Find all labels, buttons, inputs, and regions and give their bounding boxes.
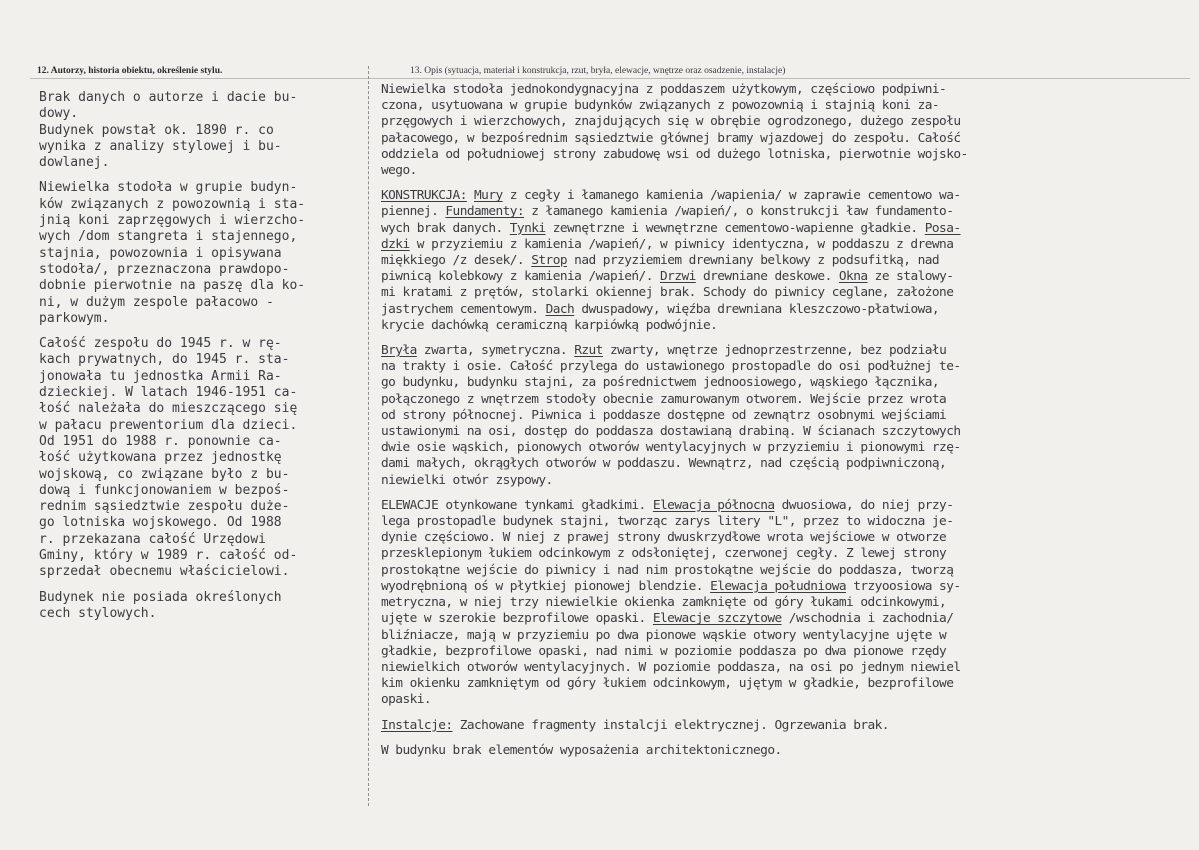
text-segment: dwuspadowy, więźba drewniana kleszczowo-płatwiowa,: [574, 301, 940, 317]
text-segment: przesklepionym łukiem odcinkowym z odsłoniętej, czerwonej cegły. Z lewej strony: [381, 546, 947, 562]
history-line: wych /dom stangreta i stajennego,: [39, 229, 298, 245]
description-line: [381, 563, 968, 579]
text-segment: z łamanego kamienia /wapień/, o konstrukcji ław fundamento-: [524, 204, 954, 220]
description-line: [381, 514, 968, 530]
text-segment: na trakty i osie. Całość przylega do ustawionego prostopadle do osi podłużnej te-: [381, 359, 961, 375]
history-line: Od 1951 do 1988 r. ponownie ca-: [39, 433, 282, 449]
description-line: [381, 579, 968, 595]
text-segment: od strony północnej. Piwnica i poddasze dostępne od zewnątrz osobnymi wejściami: [381, 407, 947, 423]
text-segment: dami małych, okrągłych otworów w poddaszu. Wewnątrz, nad częścią podpiwniczoną,: [381, 456, 947, 472]
description-line: [381, 676, 968, 692]
history-line: jnią koni zaprzęgowych i wierzcho-: [39, 213, 306, 229]
underlined-term: Elewacja południowa: [710, 578, 847, 594]
text-segment: [467, 188, 474, 203]
text-segment: piwnicą kolebkowy z kamienia /wapień/.: [381, 269, 661, 285]
description-line: [381, 408, 968, 424]
description-column: [381, 82, 968, 759]
text-segment: miękkiego /z desek/.: [381, 253, 532, 269]
history-line: ni, w dużym zespole pałacowo -: [39, 294, 274, 310]
paragraph-gap: [381, 734, 968, 743]
text-segment: wych brak danych.: [381, 220, 510, 236]
description-line: [381, 343, 968, 359]
underlined-term: KONSTRUKCJA:: [381, 188, 467, 204]
underlined-term: Posa-: [924, 220, 961, 236]
text-segment: niewielkich otworów wentylacyjnych. W poziomie poddasza, na osi po jednym niewiel: [381, 659, 961, 675]
underlined-term: Dach: [545, 301, 575, 317]
history-column: [39, 90, 305, 622]
paragraph-gap: [381, 179, 968, 188]
history-line: parkowym.: [39, 310, 110, 326]
history-line: jonowała tu jednostka Armii Ra-: [39, 368, 282, 384]
text-segment: /wschodnia i zachodnia/: [781, 611, 954, 627]
paragraph-gap: [381, 489, 968, 498]
description-line: [381, 628, 968, 644]
history-line: dzieckiej. W latach 1946-1951 ca-: [39, 385, 298, 401]
text-segment: ze stalowy-: [867, 269, 954, 285]
text-segment: trzyoosiowa sy-: [846, 578, 961, 594]
history-line: r. przekazana całość Urzędowi: [39, 531, 266, 547]
description-line: [381, 221, 968, 237]
text-segment: niewielki otwór zsypowy.: [381, 472, 553, 488]
column-divider: [368, 66, 369, 806]
underlined-term: Mury: [474, 188, 503, 204]
paragraph-gap: [39, 327, 305, 336]
description-line: [381, 424, 968, 440]
history-line: stodoła/, przeznaczona prawdopo-: [39, 261, 290, 277]
description-line: [381, 163, 968, 179]
text-segment: zewnętrzne i wewnętrzne cementowo-wapienne gładkie.: [545, 220, 925, 236]
history-line: dowy.: [39, 106, 79, 122]
history-line: łość użytkowana przez jednostkę: [39, 450, 282, 466]
description-line: [381, 473, 968, 489]
history-line: wojskową, co związane było z bu-: [39, 466, 290, 482]
text-segment: oddziela od południowej strony zabudowę wsi od dużego lotniska, pierwotnie wojsko-: [381, 146, 968, 162]
description-line: [381, 285, 968, 301]
history-line: dowlanej.: [39, 155, 110, 171]
text-segment: go budynku, budynku stajni, za pośrednictwem jednoosiowego, wąskiego łącznika,: [381, 375, 940, 391]
description-line: [381, 131, 968, 147]
text-segment: Zachowane fragmenty instalcji elektrycznej. Ogrzewania brak.: [452, 717, 889, 733]
text-segment: Niewielka stodoła jednokondygnacyjna z poddaszem użytkowym, częściowo podpiwni-: [381, 82, 947, 97]
history-line: Budynek powstał ok. 1890 r. co: [39, 122, 274, 138]
text-segment: metryczna, w niej trzy niewielkie okienka zamknięte od góry łukami odcinkowymi,: [381, 595, 947, 611]
text-segment: dwie osie wąskich, pionowych otworów wentylacyjnych w przyziemiu i pionowymi rzę-: [381, 440, 961, 456]
text-segment: nad przyziemiem drewniany belkowy z podsufitką, nad: [567, 253, 940, 269]
paragraph-gap: [381, 334, 968, 343]
history-line: Budynek nie posiada określonych: [39, 589, 282, 605]
description-line: [381, 498, 968, 514]
description-line: [381, 82, 968, 98]
text-segment: czona, usytuowana w grupie budynków związanych z powozownią i stajnią koni za-: [381, 98, 940, 114]
history-line: dobnie pierwotnie na paszę dla ko-: [39, 278, 306, 294]
description-line: [381, 743, 968, 759]
description-line: [381, 611, 968, 627]
history-line: stajnia, powozownia i opisywana: [39, 245, 282, 261]
description-line: [381, 318, 968, 334]
underlined-term: Elewacje szczytowe: [652, 611, 782, 627]
history-line: Brak danych o autorze i dacie bu-: [39, 90, 298, 105]
underlined-term: Drzwi: [660, 269, 696, 285]
description-line: [381, 114, 968, 130]
description-line: [381, 253, 968, 269]
text-segment: z cegły i łamanego kamienia /wapienia/ w zaprawie cementowo wa-: [502, 188, 961, 204]
text-segment: połączonego z wnętrzem stodoły obecnie zamurowanym otworem. Wejście przez wrota: [381, 391, 947, 407]
text-segment: pałacowego, w bezpośrednim sąsiedztwie głównej bramy wjazdowej do zespołu. Całość: [381, 130, 961, 146]
text-segment: wyodrębnioną oś w płytkiej pionowej blendzie.: [381, 578, 711, 594]
text-segment: ujęte w szerokie bezprofilowe opaski.: [381, 611, 653, 627]
description-line: [381, 188, 968, 204]
paragraph-gap: [39, 171, 305, 180]
text-segment: W budynku brak elementów wyposażenia architektonicznego.: [381, 742, 782, 758]
underlined-term: Rzut: [574, 343, 603, 359]
text-segment: lega prostopadle budynek stajni, tworząc zarys litery "L", przez to widoczna je-: [381, 514, 954, 530]
underlined-term: Tynki: [509, 220, 546, 236]
text-segment: kim okienku zamkniętym od góry łukiem odcinkowym, ujętym w gładkie, bezprofilowe: [381, 676, 954, 692]
description-line: [381, 440, 968, 456]
text-segment: jastrychem cementowym.: [381, 301, 546, 317]
description-line: [381, 237, 968, 253]
description-line: [381, 98, 968, 114]
section-13-header: 13. Opis (sytuacja, materiał i konstrukcja, rzut, bryła, elewacje, wnętrze oraz osadzenie, instalacje): [410, 66, 786, 76]
description-line: [381, 546, 968, 562]
underlined-term: Fundamenty:: [445, 204, 525, 220]
history-line: dową i funkcjonowaniem w bezpoś-: [39, 482, 290, 498]
paragraph-gap: [381, 709, 968, 718]
underlined-term: Strop: [531, 253, 568, 269]
history-line: sprzedał obecnemu właścicielowi.: [39, 564, 290, 580]
text-segment: ustawionymi na osi, dostęp do poddasza dostawianą drabiną. W ścianach szczytowych: [381, 424, 961, 440]
history-line: cech stylowych.: [39, 605, 157, 621]
history-line: go lotniska wojskowego. Od 1988: [39, 515, 282, 531]
text-segment: zwarta, symetryczna.: [416, 343, 575, 359]
section-12-header: 12. Autorzy, historia obiektu, określenie stylu.: [37, 66, 223, 76]
text-segment: prostokątne wejście do piwnicy i nad nim prostokątne wejście do poddasza, tworzą: [381, 562, 954, 578]
text-segment: krycie dachówką ceramiczną karpiówką podwójnie.: [381, 317, 718, 333]
history-line: Gminy, który w 1989 r. całość od-: [39, 548, 298, 564]
description-line: [381, 660, 968, 676]
description-line: [381, 302, 968, 318]
underlined-term: Elewacja północna: [652, 497, 775, 513]
description-line: [381, 392, 968, 408]
text-segment: gładkie, bezprofilowe opaski, nad nimi w poziomie poddasza po dwa pionowe rzędy: [381, 643, 947, 659]
header-rule: [30, 78, 1190, 79]
underlined-term: Instalcje:: [381, 717, 453, 733]
description-line: [381, 456, 968, 472]
history-line: rednim sąsiedztwie zespołu duże-: [39, 499, 290, 515]
text-segment: ELEWACJE otynkowane tynkami gładkimi.: [381, 497, 653, 513]
description-line: [381, 375, 968, 391]
description-line: [381, 147, 968, 163]
text-segment: przęgowych i wierzchowych, znajdujących się w obrębie ogrodzonego, dużego zespołu: [381, 114, 961, 130]
text-segment: piennej.: [381, 204, 446, 220]
text-segment: wego.: [381, 163, 417, 179]
description-line: [381, 644, 968, 660]
history-line: kach prywatnych, do 1945 r. sta-: [39, 352, 290, 368]
history-line: łość należała do mieszczącego się: [39, 401, 298, 417]
text-segment: dynie częściowo. W niej z prawej strony dwuskrzydłowe wrota wejściowe w otworze: [381, 530, 947, 546]
underlined-term: dzki: [381, 236, 410, 252]
description-line: [381, 595, 968, 611]
underlined-term: Okna: [838, 269, 868, 285]
text-segment: mi kratami z prętów, stolarki okiennej brak. Schody do piwnicy ceglane, założone: [381, 285, 954, 301]
text-segment: dwuosiowa, do niej przy-: [774, 497, 954, 513]
description-line: [381, 692, 968, 708]
history-line: ków związanych z powozownią i sta-: [39, 196, 306, 212]
text-segment: w przyziemiu z kamienia /wapień/, w piwnicy identyczna, w poddaszu z drewna: [409, 236, 954, 252]
paragraph-gap: [39, 581, 305, 590]
description-line: [381, 530, 968, 546]
text-segment: opaski.: [381, 692, 432, 708]
description-line: [381, 718, 968, 734]
underlined-term: Bryła: [381, 343, 417, 359]
text-segment: zwarty, wnętrze jednoprzestrzenne, bez podziału: [602, 343, 947, 359]
description-line: [381, 359, 968, 375]
history-line: Niewielka stodoła w grupie budyn-: [39, 180, 298, 196]
text-segment: bliźniacze, mają w przyziemiu po dwa pionowe wąskie otwory wentylacyjne ujęte w: [381, 627, 947, 643]
description-line: [381, 269, 968, 285]
history-line: wynika z analizy stylowej i bu-: [39, 138, 282, 154]
history-line: w pałacu prewentorium dla dzieci.: [39, 417, 298, 433]
history-line: Całość zespołu do 1945 r. w rę-: [39, 336, 282, 352]
text-segment: drewniane deskowe.: [695, 269, 839, 285]
description-line: [381, 204, 968, 220]
